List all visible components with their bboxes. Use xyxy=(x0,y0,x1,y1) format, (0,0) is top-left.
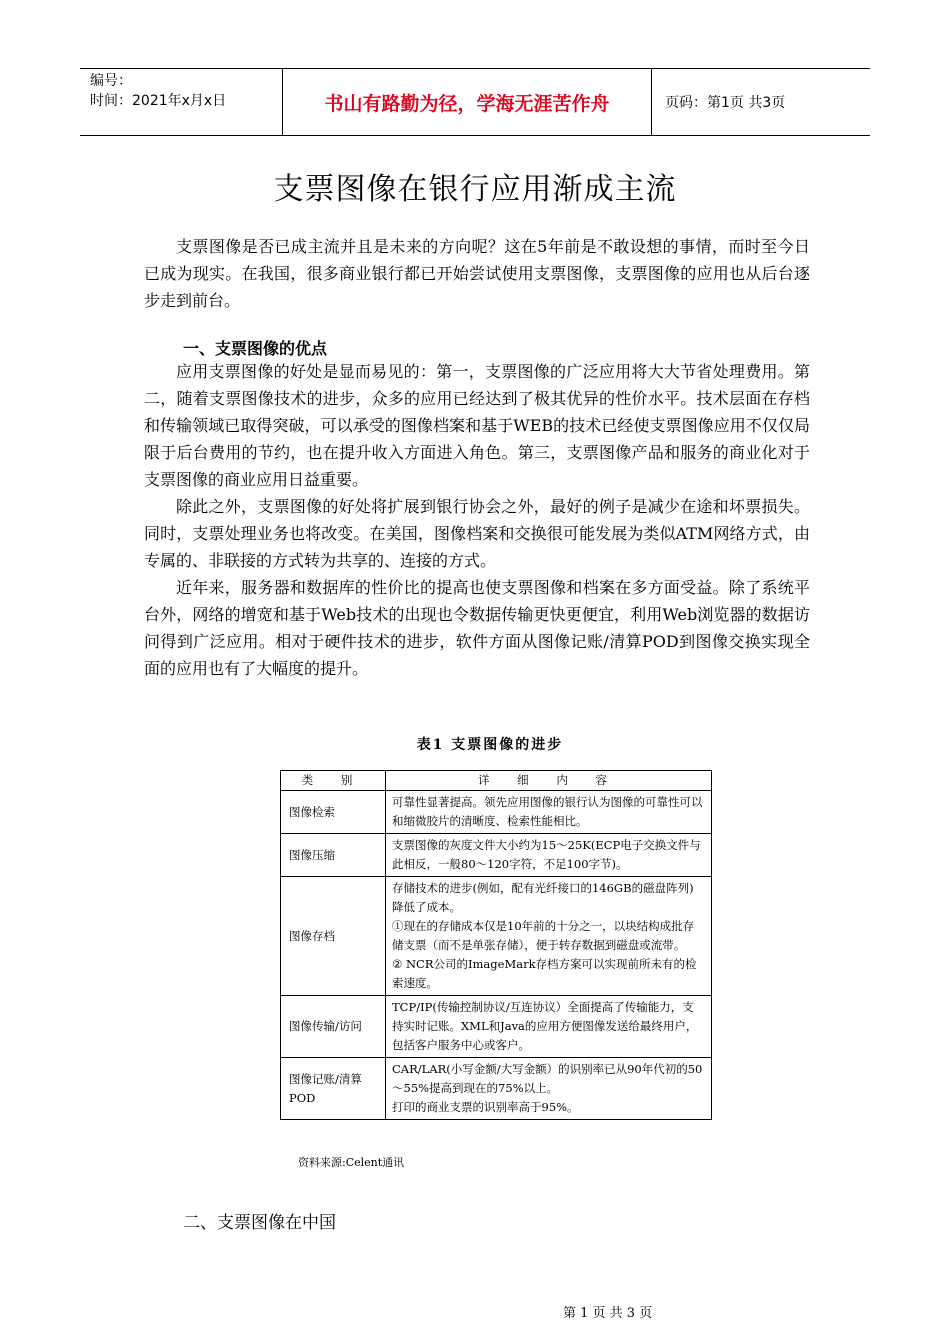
header-page-info: 页码：第1页 共3页 xyxy=(665,95,786,111)
table-cell-details xyxy=(386,791,712,834)
table-cell-category: 图像存档 xyxy=(281,877,386,996)
page-title: 支票图像在银行应用渐成主流 xyxy=(273,172,677,207)
table-caption: 表1 支票图像的进步 xyxy=(416,737,564,753)
progress-table xyxy=(280,770,712,1120)
detail-line: TCP/IP(传输控制协议/互连协议）全面提高了传输能力，支持实时记账。XML和Java的应用方便图像发送给最终用户，包括客户服务中心或客户。 xyxy=(392,1000,698,1052)
header-time: 时间：2021年x月x日 xyxy=(90,93,227,109)
table-header-category: 类 别 xyxy=(281,771,386,791)
table-cell-category: 图像传输/访问 xyxy=(281,996,386,1058)
page-footer: 第 1 页 共 3 页 xyxy=(563,1306,653,1321)
table-cell-category: 图像记账/清算POD xyxy=(281,1058,386,1120)
detail-line: 存储技术的进步(例如，配有光纤接口的146GB的磁盘阵列)降低了成本。 xyxy=(392,881,694,914)
header-meta xyxy=(80,69,280,135)
header-motto: 书山有路勤为径，学海无涯苦作舟 xyxy=(282,69,652,135)
table-cell-category: 图像检索 xyxy=(281,791,386,834)
detail-line: 可靠性显著提高。领先应用图像的银行认为图像的可靠性可以和缩微胶片的清晰度、检索性能相比。 xyxy=(392,795,703,828)
table-header-row xyxy=(281,771,712,791)
table-row xyxy=(281,1058,712,1120)
header-number: 编号： xyxy=(90,73,132,89)
detail-line: 支票图像的灰度文件大小约为15～25K(ECP电子交换文件与此相反，一般80～120字符，不足100字节)。 xyxy=(392,838,701,871)
document-header xyxy=(80,68,870,136)
section1-paragraph: 除此之外，支票图像的好处将扩展到银行协会之外，最好的例子是减少在途和坏票损失。同时，支票处理业务也将改变。在美国，图像档案和交换很可能发展为类似ATM网络方式，由专属的、非联接的方式转为共享的、连接的方式。 xyxy=(144,497,810,570)
section1-paragraph: 应用支票图像的好处是显而易见的：第一，支票图像的广泛应用将大大节省处理费用。第二，随着支票图像技术的进步，众多的应用已经达到了极其优异的性价水平。技术层面在存档和传输领域已取得突破，可以承受的图像档案和基于WEB的技术已经使支票图像应用不仅仅局限于后台费用的节约，也在提升收入方面进入角色。第三，支票图像产品和服务的商业化对于支票图像的商业应用日益重要。 xyxy=(144,362,810,489)
table-row xyxy=(281,877,712,996)
intro-paragraph: 支票图像是否已成主流并且是未来的方向呢？这在5年前是不敢设想的事情，而时至今日已成为现实。在我国，很多商业银行都已开始尝试使用支票图像，支票图像的应用也从后台逐步走到前台。 xyxy=(144,237,810,310)
detail-line: ② NCR公司的ImageMark存档方案可以实现前所未有的检索速度。 xyxy=(392,957,697,990)
detail-line: 打印的商业支票的识别率高于95%。 xyxy=(392,1100,579,1114)
table-cell-details xyxy=(386,996,712,1058)
detail-line: ①现在的存储成本仅是10年前的十分之一，以块结构成批存储支票（而不是单张存储），便于转存数据到磁盘或流带。 xyxy=(392,919,695,952)
table-cell-details xyxy=(386,834,712,877)
table-row xyxy=(281,791,712,834)
detail-line: CAR/LAR(小写金额/大写金额）的识别率已从90年代初的50～55%提高到现在的75%以上。 xyxy=(392,1062,703,1095)
table-cell-details xyxy=(386,877,712,996)
table-row xyxy=(281,996,712,1058)
section1-paragraph: 近年来，服务器和数据库的性价比的提高也使支票图像和档案在多方面受益。除了系统平台外，网络的增宽和基于Web技术的出现也令数据传输更快更便宜，利用Web浏览器的数据访问得到广泛应用。相对于硬件技术的进步，软件方面从图像记账/清算POD到图像交换实现全面的应用也有了大幅度的提升。 xyxy=(144,578,810,678)
section1-body xyxy=(144,358,810,682)
table-cell-category: 图像压缩 xyxy=(281,834,386,877)
section1-heading: 一、支票图像的优点 xyxy=(183,339,328,358)
table-source: 资料来源:Celent通讯 xyxy=(298,1156,405,1169)
table-cell-details xyxy=(386,1058,712,1120)
section2-heading: 二、支票图像在中国 xyxy=(183,1213,336,1233)
intro-block xyxy=(144,233,810,314)
table-header-details: 详 细 内 容 xyxy=(386,771,712,791)
table-row xyxy=(281,834,712,877)
